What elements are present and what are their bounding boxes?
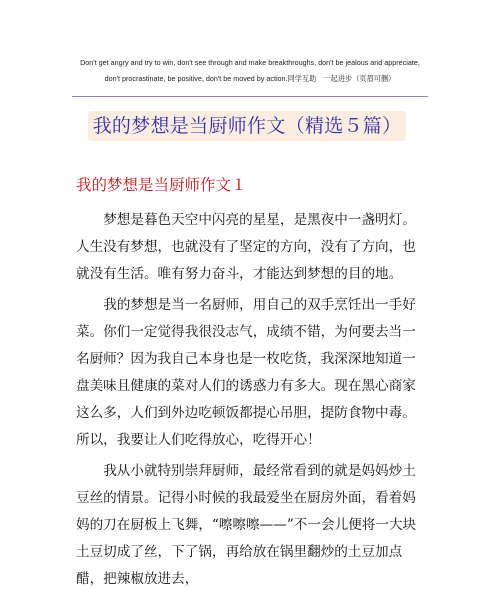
paragraph-text: 梦想是暮色天空中闪亮的星星，是黑夜中一盏明灯。人生没有梦想，也就没有了坚定的方向，没有了方向，也就没有生活。唯有努力奋斗，才能达到梦想的目的地。 [76,212,416,282]
paragraph-1 [76,207,426,288]
page-header-motto [40,55,460,87]
header-motto-line-2: don't procrastinate, be positive, don't be moved by action.同学互助 一起进步（页眉可删） [104,74,396,83]
paragraph-text: 我的梦想是当一名厨师，用自己的双手烹饪出一手好菜。你们一定觉得我很没志气，成绩不错，为何要去当一名厨师？因为我自己本身也是一枚吃货，我深深地知道一盘美味且健康的菜对人们的诱惑力有多大。现在黑心商家这么多，人们到外边吃顿饭都提心吊胆，提防食物中毒。所以，我要让人们吃得放心，吃得开心！ [76,297,416,448]
paragraph-2 [76,292,426,454]
header-divider [72,96,428,97]
paragraph-3 [76,458,426,593]
section-heading: 我的梦想是当厨师作文１ [76,176,247,194]
paragraph-text: 我从小就特别崇拜厨师，最经常看到的就是妈妈炒土豆丝的情景。记得小时候的我最爱坐在厨房外面，看着妈妈的刀在厨板上飞舞，“嚓嚓嚓——”不一会儿便将一大块土豆切成了丝，下了锅，再给放在锅里翻炒的土豆加点醋，把辣椒放进去， [76,463,417,587]
header-motto-line-1: Don't get angry and try to win, don't see through and make breakthroughs, don't be jealous and appreciate, [80,58,420,67]
document-title: 我的梦想是当厨师作文（精选５篇） [92,115,402,137]
